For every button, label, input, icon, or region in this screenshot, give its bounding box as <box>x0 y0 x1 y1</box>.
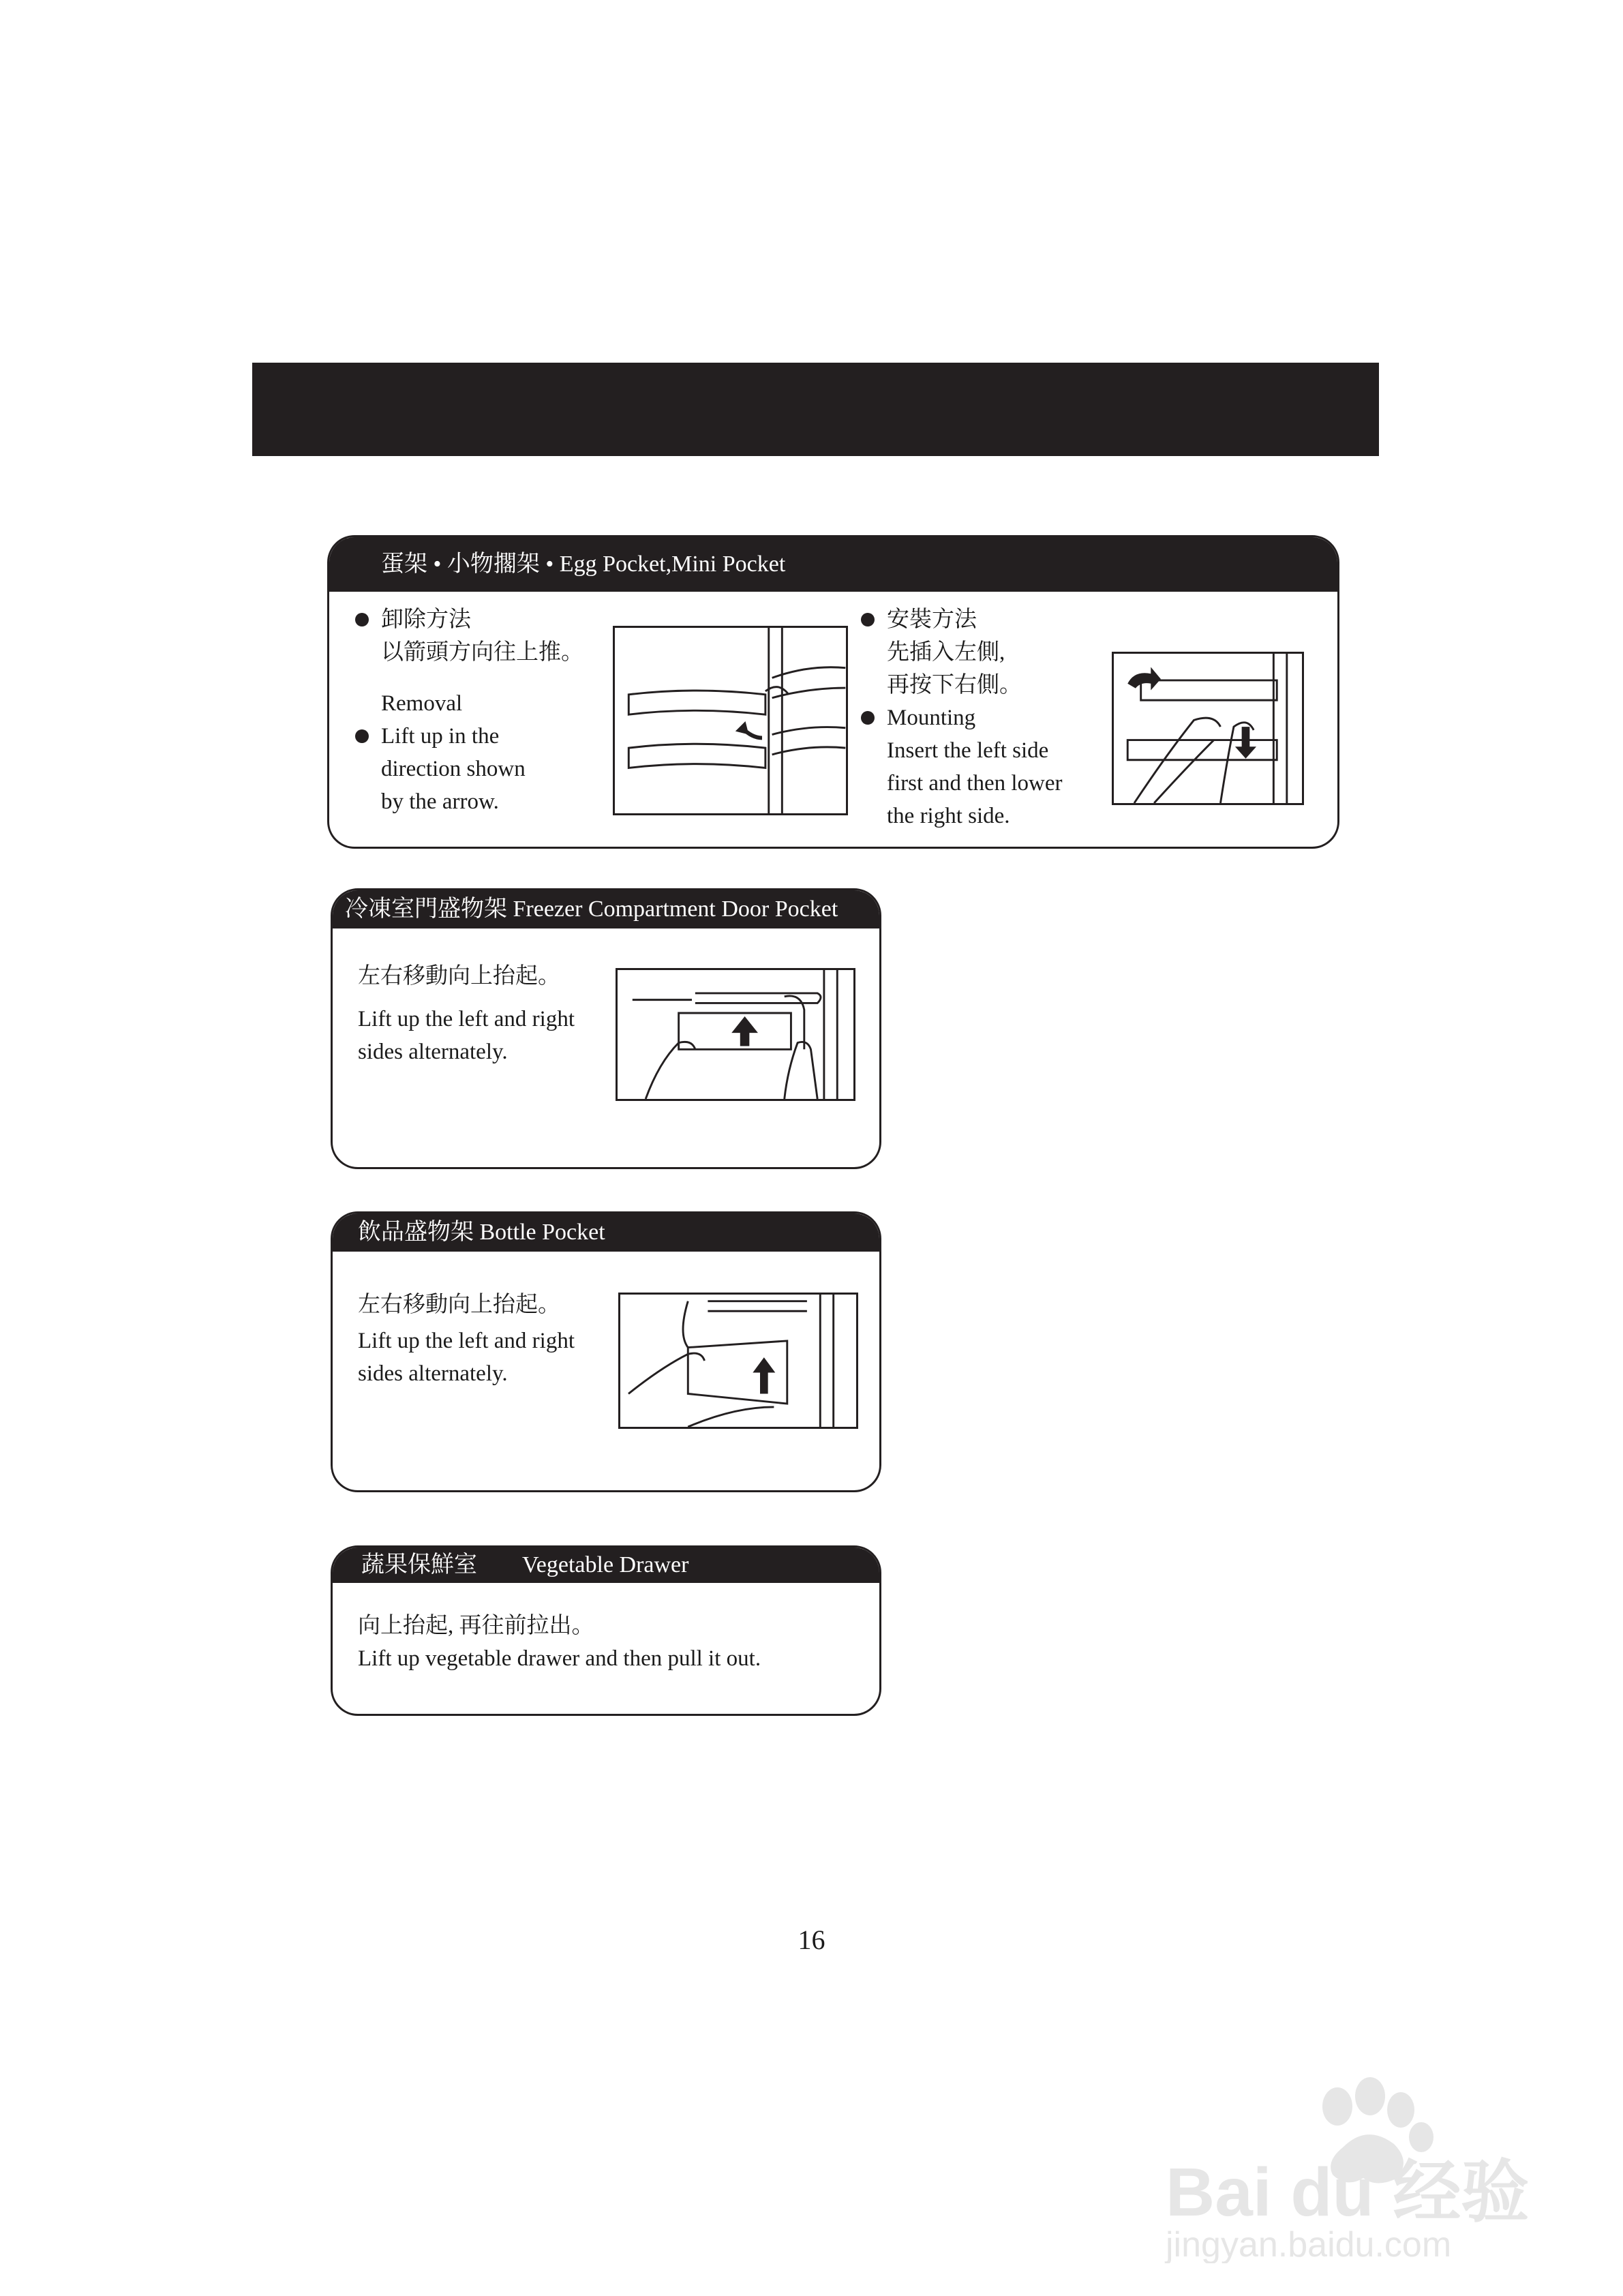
mounting-zh-title: 安裝方法 <box>887 603 977 636</box>
removal-illustration <box>613 626 848 815</box>
bottle-line-1: Lift up the left and right <box>358 1329 575 1353</box>
egg-pocket-panel <box>327 535 1339 849</box>
baidu-watermark <box>1159 2059 1541 2263</box>
watermark-brand: Bai du 经验 <box>1166 2154 1530 2231</box>
watermark-url: jingyan.baidu.com <box>1166 2225 1452 2263</box>
freezer-illustration <box>616 968 855 1101</box>
bottle-pocket-drawing <box>620 1295 856 1427</box>
mounting-zh-line-1: 先插入左側, <box>887 640 1005 665</box>
egg-pocket-removal-drawing <box>615 628 846 813</box>
removal-line-3: by the arrow. <box>381 789 499 814</box>
removal-title: Removal <box>381 691 463 716</box>
vegetable-drawer-heading: 蔬果保鮮室 Vegetable Drawer <box>333 1547 879 1583</box>
removal-line-1: Lift up in the <box>381 720 499 753</box>
mounting-line-2: first and then lower <box>887 771 1063 796</box>
page-number: 16 <box>798 1924 825 1955</box>
removal-line-2: direction shown <box>381 757 526 781</box>
freezer-pocket-drawing <box>618 970 853 1099</box>
mounting-zh-line-2: 再按下右側。 <box>887 673 1022 697</box>
bottle-illustration <box>618 1293 858 1429</box>
mounting-line-3: the right side. <box>887 804 1010 828</box>
mounting-line-1: Insert the left side <box>887 738 1049 763</box>
egg-pocket-mounting-drawing <box>1114 654 1302 803</box>
bottle-pocket-heading: 飲品盛物架 Bottle Pocket <box>333 1213 879 1252</box>
mounting-title: Mounting <box>887 701 975 734</box>
bottle-zh-text: 左右移動向上抬起。 <box>358 1293 560 1317</box>
vegetable-drawer-panel <box>331 1545 881 1716</box>
removal-zh-text: 以箭頭方向往上推。 <box>381 640 583 665</box>
header-bar <box>252 363 1379 456</box>
removal-zh-title: 卸除方法 <box>381 603 471 636</box>
vegetable-zh-text: 向上抬起, 再往前拉出。 <box>358 1614 594 1638</box>
freezer-pocket-panel <box>331 888 881 1169</box>
bottle-line-2: sides alternately. <box>358 1361 508 1386</box>
freezer-pocket-heading: 冷凍室門盛物架 Freezer Compartment Door Pocket <box>333 890 879 928</box>
mounting-illustration <box>1112 652 1304 805</box>
bottle-pocket-panel <box>331 1211 881 1492</box>
egg-pocket-heading: 蛋架 • 小物擱架 • Egg Pocket,Mini Pocket <box>329 537 1337 592</box>
freezer-zh-text: 左右移動向上抬起。 <box>358 964 560 988</box>
baidu-paw-logo-icon <box>1159 2059 1541 2263</box>
freezer-line-1: Lift up the left and right <box>358 1007 575 1031</box>
freezer-line-2: sides alternately. <box>358 1040 508 1064</box>
vegetable-en-text: Lift up vegetable drawer and then pull it out. <box>358 1646 761 1671</box>
